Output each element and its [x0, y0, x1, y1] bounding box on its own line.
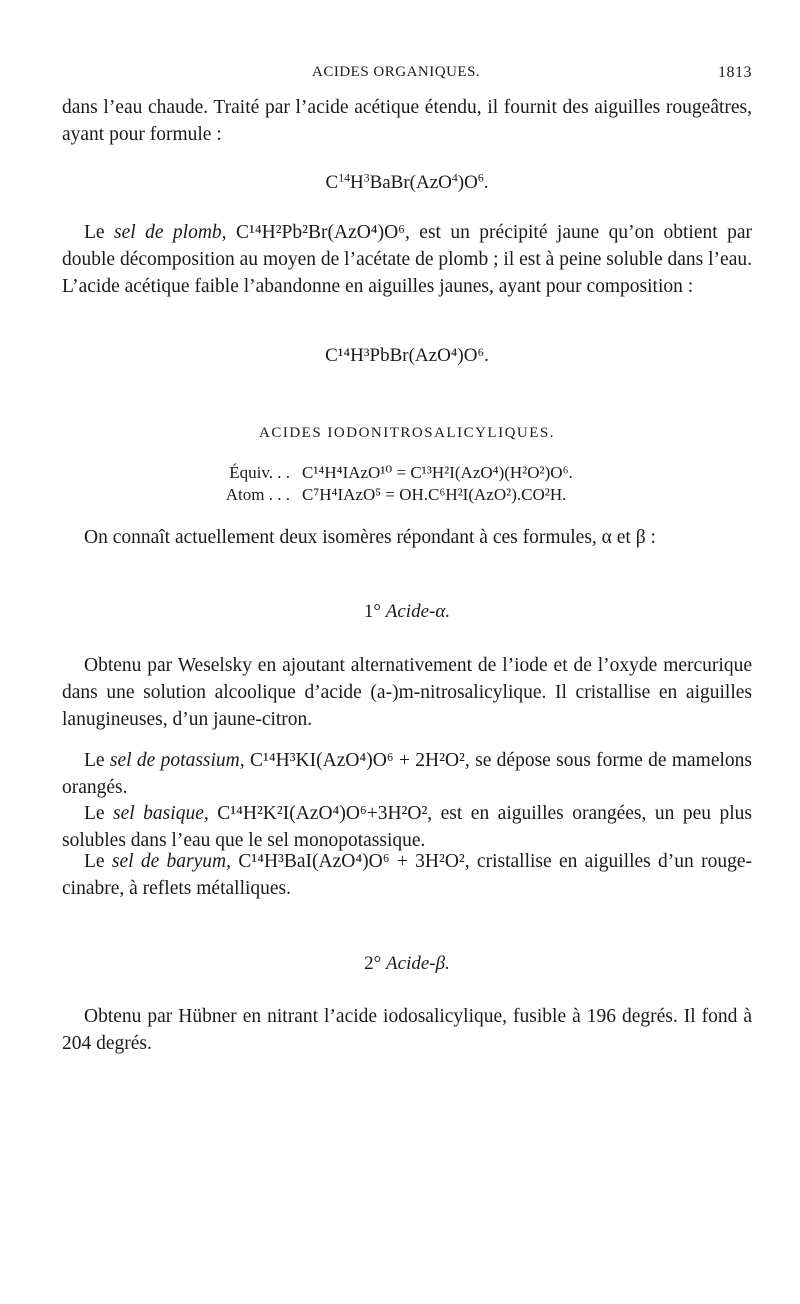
paragraph-1: dans l’eau chaude. Traité par l’acide acétique étendu, il fournit des aiguilles rougeâtres, ayant pour formule :: [62, 97, 752, 145]
formula-2: C¹⁴H³PbBr(AzO⁴)O⁶.: [325, 345, 489, 366]
paragraph-hubner: Obtenu par Hübner en nitrant l’acide iodosalicylique, fusible à 196 degrés. Il fond à 204 degrés.: [62, 1006, 752, 1054]
row-label: Équiv. . .: [229, 463, 290, 482]
formula-1: $C^{14}H^3BaBr(AzO^4)O^6$.: [325, 171, 489, 193]
term-sel-de-potassium: sel de potassium,: [109, 750, 245, 771]
table-row: [200, 484, 573, 506]
row-label: Atom . . .: [225, 485, 290, 504]
term-sel-de-plomb: sel de plomb,: [114, 222, 227, 243]
term-sel-de-baryum: sel de baryum,: [111, 851, 232, 872]
running-title: ACIDES ORGANIQUES.: [312, 64, 481, 80]
paragraph-basic-salt: Le sel basique, C¹⁴H²K²I(AzO⁴)O⁶+3H²O², est en aiguilles orangées, un peu plus solubles dans l’eau que le sel monopotassique.: [62, 803, 752, 851]
heading-number: 1°: [363, 601, 382, 622]
formula-table: [200, 462, 573, 506]
lead-word: Le: [84, 222, 114, 243]
heading-name: Acide-α.: [385, 601, 451, 622]
paragraph-weselsky: Obtenu par Weselsky en ajoutant alternativement de l’iode et de l’oxyde mercurique dans une solution alcoolique d’acide (a-)m-nitrosalicylique. Il cristallise en aiguilles lanugineuses, d’un jaune-citron.: [62, 655, 752, 730]
heading-acid-beta: [62, 953, 752, 975]
table-row: [200, 462, 573, 484]
page-number: 1813: [718, 64, 752, 81]
paragraph-lead-salt: [62, 219, 752, 300]
heading-acid-alpha: [62, 601, 752, 623]
row-formula: C⁷H⁴IAzO⁵ = OH.C⁶H²I(AzO²).CO²H.: [302, 485, 567, 504]
paragraph-barium: Le sel de baryum, C¹⁴H³BaI(AzO⁴)O⁶ + 3H²O², cristallise en aiguilles d’un rouge-cinabre, à reflets métalliques.: [62, 851, 752, 899]
heading-number: 2°: [364, 953, 382, 974]
section-title: ACIDES IODONITROSALICYLIQUES.: [259, 425, 555, 441]
page-header: [62, 64, 752, 86]
formula-inline: C¹⁴H²Pb²Br(AzO⁴)O⁶,: [226, 222, 410, 243]
paragraph-potassium: Le sel de potassium, C¹⁴H³KI(AzO⁴)O⁶ + 2H²O², se dépose sous forme de mamelons orangés.: [62, 750, 752, 798]
row-formula: C¹⁴H⁴IAzO¹⁰ = C¹³H²I(AzO⁴)(H²O²)O⁶.: [302, 463, 573, 482]
paragraph-text: est un précipité jaune qu’on obtient par double décomposition au moyen de l’acétate de plomb ; il est à peine soluble dans l’eau. L’acide acétique faible l’abandonne en aiguilles jaunes, ayant pour composition :: [62, 222, 752, 297]
term-sel-basique: sel basique,: [113, 803, 209, 824]
heading-name: Acide-β.: [386, 953, 450, 974]
paragraph-isomers: On connaît actuellement deux isomères répondant à ces formules, α et β :: [84, 527, 656, 548]
